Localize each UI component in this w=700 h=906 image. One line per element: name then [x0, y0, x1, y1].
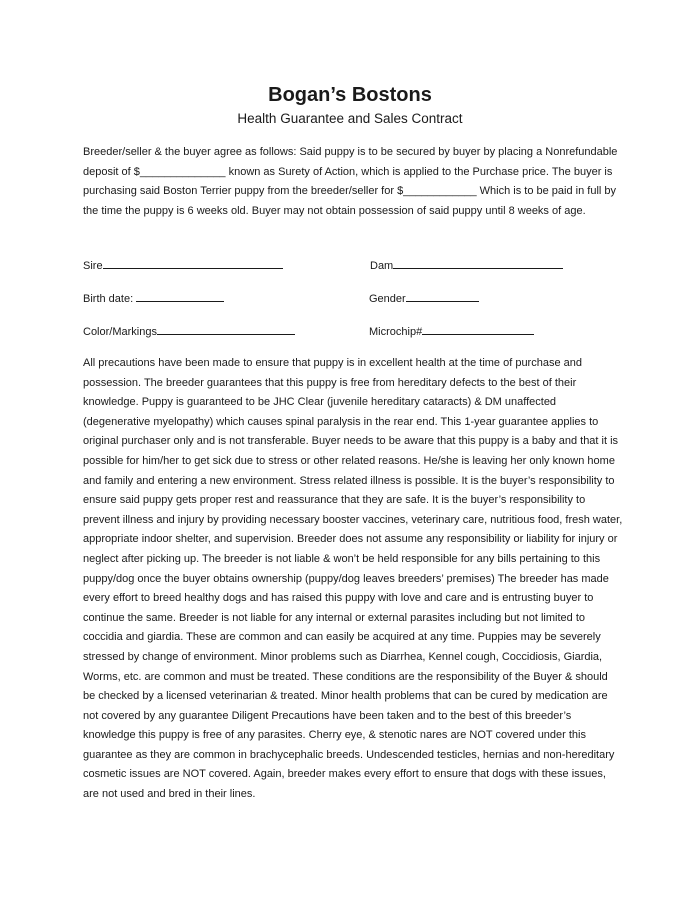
gender-field [369, 291, 479, 306]
microchip-blank [422, 324, 534, 335]
color-markings-field [83, 324, 295, 339]
sire-blank [103, 258, 283, 269]
gender-blank [406, 291, 479, 302]
birth-date-blank [136, 291, 224, 302]
birth-date-label: Birth date: [83, 293, 134, 305]
intro-paragraph: Breeder/seller & the buyer agree as follows: Said puppy is to be secured by buyer by placing a Nonrefundable deposit of $______________ known as Surety of Action, which is applied to the Purchase price. The buyer is purchasing said Boston Terrier puppy from the breeder/seller for $____________ Which is to be paid in full by the time the puppy is 6 weeks old. Buyer may not obtain possession of said puppy until 8 weeks of age. [83, 146, 618, 217]
gender-label: Gender [369, 293, 406, 305]
color-markings-label: Color/Markings [83, 326, 157, 338]
sire-field [83, 258, 283, 273]
birth-date-field [83, 291, 224, 306]
microchip-field [369, 324, 534, 339]
sire-label: Sire [83, 260, 103, 272]
dam-blank [393, 258, 563, 269]
microchip-label: Microchip# [369, 326, 423, 338]
dam-field [370, 258, 563, 273]
dam-label: Dam [370, 260, 394, 272]
document-title: Bogan’s Bostons [268, 84, 432, 106]
color-markings-blank [157, 324, 295, 335]
document-subtitle: Health Guarantee and Sales Contract [237, 111, 463, 126]
guarantee-paragraph: All precautions have been made to ensure that puppy is in excellent health at the time of purchase and possession. The breeder guarantees that this puppy is free from hereditary defects to the best of their knowledge. Puppy is guaranteed to be JHC Clear (juvenile hereditary cataracts) & DM unaffected (degenerative myelopathy) which causes spinal paralysis in the rear end. This 1-year guarantee applies to original purchaser only and is not transferable. Buyer needs to be aware that this puppy is a baby and that it is possible for him/her to get sick due to stress or other related reasons. He/she is leaving her only known home and family and entering a new environment. Stress related illness is possible. It is the buyer’s responsibility to ensure said puppy gets proper rest and reassurance that they are safe. It is the buyer’s responsibility to prevent illness and injury by providing necessary booster vaccines, veterinary care, nutritious food, fresh water, appropriate indoor shelter, and supervision. Breeder does not assume any responsibility or liability for injury or neglect after picking up. The breeder is not liable & won’t be held responsible for any bills pertaining to this puppy/dog once the buyer obtains ownership (puppy/dog leaves breeders’ premises) The breeder has made every effort to breed healthy dogs and has raised this puppy with love and care and is entrusting buyer to continue the same. Breeder is not liable for any internal or external parasites including but not limited to coccidia and giardia. These are common and can easily be acquired at any time. Puppies may be severely stressed by change of environment. Minor problems such as Diarrhea, Kennel cough, Coccidiosis, Giardia, Worms, etc. are common and must be treated. These conditions are the responsibility of the Buyer & should be checked by a licensed veterinarian & treated. Minor health problems that can be cured by medication are not covered by any guarantee Diligent Precautions have been taken and to the best of this breeder’s knowledge this puppy is free of any parasites. Cherry eye, & stenotic nares are NOT covered under this guarantee as they are common in brachycephalic breeds. Undescended testicles, hernias and non-hereditary cosmetic issues are NOT covered. Again, breeder makes every effort to ensure that dogs with these issues, are not used and bred in their lines. [83, 357, 623, 801]
